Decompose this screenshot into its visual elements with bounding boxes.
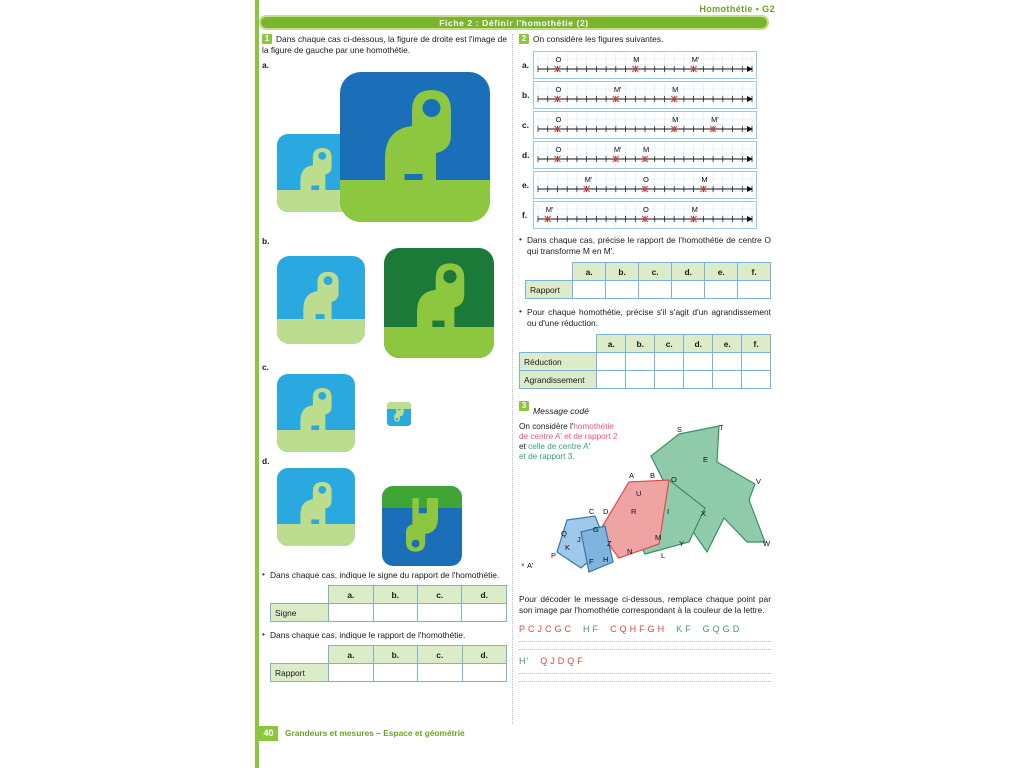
answer-cell[interactable] (329, 664, 373, 682)
dinosaur-icon (387, 402, 411, 426)
svg-text:W: W (763, 539, 771, 548)
svg-text:O: O (643, 205, 649, 214)
table-row (271, 604, 507, 622)
number-line (522, 201, 757, 229)
col-c: c. (418, 586, 462, 604)
answer-dotted-line (519, 640, 771, 642)
svg-text:O: O (671, 475, 677, 484)
exercise2-table-rapport (525, 262, 771, 299)
coded-letter: K (676, 624, 684, 634)
exercise3-instruction: Pour décoder le message ci-dessous, remplace chaque point par son image par l'homothétie correspondant à la couleur de la lettre. (519, 594, 771, 615)
svg-text:B: B (650, 471, 656, 480)
coded-letter: P (519, 624, 527, 634)
intro-green-1: celle de centre A' (528, 442, 591, 451)
svg-text:M: M (633, 55, 640, 64)
answer-dotted-line (519, 648, 771, 650)
answer-cell[interactable] (606, 281, 639, 299)
answer-cell[interactable] (573, 281, 606, 299)
svg-text:M: M (672, 85, 679, 94)
svg-text:V: V (756, 477, 762, 486)
col-a: a. (329, 646, 373, 664)
intro-plain-2: et (519, 442, 529, 451)
coded-letter: Q (619, 624, 628, 634)
answer-cell[interactable] (373, 664, 417, 682)
fiche-banner-label: Fiche 2 : Définir l'homothétie (2) (261, 17, 767, 28)
number-line (522, 171, 757, 199)
svg-text:M': M' (711, 115, 719, 124)
exercise1-item-d-label: d. (262, 456, 270, 466)
coded-letter: H (629, 624, 638, 634)
col-b: b. (606, 263, 639, 281)
coded-letter (667, 624, 674, 634)
coded-letter: Q (540, 656, 549, 666)
svg-text:E: E (703, 455, 709, 464)
exercise1-item-c-label: c. (262, 362, 269, 372)
chapter-header: Homothétie • G2 (699, 4, 775, 14)
coded-letter: G (702, 624, 711, 634)
svg-text:O: O (555, 145, 562, 154)
table-header-row (520, 335, 771, 353)
svg-text:N: N (627, 547, 633, 556)
row-label-rapport: Rapport (526, 281, 573, 299)
answer-cell[interactable] (597, 371, 626, 389)
number-line-label: f. (522, 210, 528, 220)
answer-cell[interactable] (705, 281, 738, 299)
left-column (262, 34, 507, 682)
exercise1-bullet-1: • Dans chaque cas, indique le signe du rapport de l'homothétie. (262, 570, 507, 581)
svg-text:R: R (631, 507, 637, 516)
figure-d (262, 468, 507, 564)
coded-letter: J (537, 624, 544, 634)
coded-letter: J (550, 656, 556, 666)
exercise2-bullet-2: • Pour chaque homothétie, précise s'il s'agit d'un agrandissement ou d'une réduction. (519, 307, 771, 329)
col-a: a. (329, 586, 373, 604)
svg-text:S: S (677, 425, 683, 434)
figure-c (262, 374, 507, 452)
exercise3-figure-area (519, 422, 771, 592)
coded-letter: H' (519, 656, 530, 666)
answer-cell[interactable] (713, 353, 742, 371)
number-line (522, 141, 757, 169)
row-label-agrandissement: Agrandissement (520, 371, 597, 389)
col-c: c. (655, 335, 684, 353)
coded-letter (531, 656, 538, 666)
footer-text: Grandeurs et mesures – Espace et géométrie (285, 728, 465, 738)
col-d: d. (684, 335, 713, 353)
exercise1-bullet-2: • Dans chaque cas, indique le rapport de l'homothétie. (262, 630, 507, 641)
svg-text:M: M (691, 205, 698, 214)
svg-text:M': M' (584, 175, 593, 184)
svg-text:M: M (655, 533, 662, 542)
number-line-graphic (534, 202, 756, 228)
figure-a-large (340, 72, 490, 222)
svg-text:H: H (603, 555, 609, 564)
exercise1-item-a-label: a. (262, 60, 269, 70)
col-c: c. (639, 263, 672, 281)
row-label-signe: Signe (271, 604, 329, 622)
exercise1-table-signe (270, 585, 507, 622)
answer-cell[interactable] (655, 371, 684, 389)
number-line-graphic (534, 112, 756, 138)
dinosaur-icon (277, 256, 365, 344)
answer-cell[interactable] (329, 604, 373, 622)
table-header-row (271, 586, 507, 604)
col-d: d. (462, 586, 507, 604)
coded-letter (694, 624, 701, 634)
svg-text:×: × (521, 563, 525, 569)
number-line-label: e. (522, 180, 529, 190)
number-line-label: d. (522, 150, 530, 160)
exercise2-bullet-1: • Dans chaque cas, précise le rapport de l'homothétie de centre O qui transforme M en M'. (519, 235, 771, 257)
svg-text:O: O (555, 115, 562, 124)
table-row (271, 664, 507, 682)
number-line (522, 111, 757, 139)
answer-cell[interactable] (418, 604, 462, 622)
exercise3-title: Message codé (533, 406, 589, 416)
answer-cell[interactable] (597, 353, 626, 371)
svg-text:F: F (589, 557, 594, 566)
coded-letter: H (657, 624, 666, 634)
exercise2-number-lines (522, 51, 771, 229)
answer-cell[interactable] (684, 371, 713, 389)
coded-letter: H (583, 624, 591, 634)
coded-letter: G (647, 624, 656, 634)
col-d: d. (672, 263, 705, 281)
number-line-label: a. (522, 60, 529, 70)
svg-text:T: T (719, 423, 724, 432)
coded-letter: G (554, 624, 563, 634)
answer-cell[interactable] (639, 281, 672, 299)
number-line-label: b. (522, 90, 530, 100)
coded-letter: F (639, 624, 646, 634)
svg-text:G: G (593, 525, 599, 534)
svg-text:O: O (555, 55, 562, 64)
svg-text:M': M' (545, 205, 554, 214)
coded-letter: G (722, 624, 731, 634)
exercise2-text: On considère les figures suivantes. (533, 34, 664, 44)
number-line-graphic (534, 142, 756, 168)
svg-text:Y: Y (679, 539, 685, 548)
intro-plain: On considère l' (519, 422, 574, 431)
left-green-rule (255, 0, 259, 768)
coded-message-line-2 (519, 656, 771, 666)
coded-letter: C (545, 624, 553, 634)
coded-letter (574, 624, 581, 634)
answer-cell[interactable] (655, 353, 684, 371)
figure-d-right (382, 486, 462, 566)
answer-cell[interactable] (684, 353, 713, 371)
column-divider (512, 34, 514, 724)
svg-text:A': A' (527, 561, 534, 570)
exercise2-statement (519, 34, 771, 45)
table-row (520, 371, 771, 389)
dinosaur-icon (384, 248, 494, 358)
answer-cell[interactable] (373, 604, 417, 622)
svg-text:M: M (701, 175, 708, 184)
answer-cell[interactable] (626, 371, 655, 389)
table-header-row (526, 263, 771, 281)
coded-letter: C (564, 624, 573, 634)
col-b: b. (373, 586, 417, 604)
coded-letter: F (685, 624, 692, 634)
answer-cell[interactable] (462, 604, 507, 622)
intro-green-2: et de rapport 3. (519, 452, 575, 461)
footer (259, 726, 779, 742)
svg-text:I: I (667, 507, 670, 516)
exercise2-table-reduction (519, 334, 771, 389)
dinosaur-icon (277, 374, 355, 452)
number-line (522, 81, 757, 109)
coded-letter: C (610, 624, 618, 634)
exercise2-number: 2 (519, 34, 529, 44)
answer-cell[interactable] (713, 371, 742, 389)
svg-text:C: C (589, 507, 595, 516)
number-line-graphic (534, 82, 756, 108)
svg-text:U: U (636, 489, 642, 498)
number-line-graphic (534, 172, 756, 198)
answer-cell[interactable] (738, 281, 771, 299)
answer-cell[interactable] (672, 281, 705, 299)
coded-letter: C (528, 624, 536, 634)
svg-text:L: L (661, 551, 666, 560)
col-a: a. (597, 335, 626, 353)
figure-c-right (387, 402, 411, 426)
number-line-graphic (534, 52, 756, 78)
coded-letter: D (732, 624, 741, 634)
col-f: f. (738, 263, 771, 281)
col-c: c. (418, 646, 462, 664)
right-column (519, 34, 771, 688)
svg-text:P: P (551, 551, 557, 560)
svg-text:M': M' (613, 85, 622, 94)
exercise3-header (519, 401, 771, 419)
svg-text:K: K (565, 543, 571, 552)
answer-dotted-line (519, 680, 771, 682)
exercise1-text: Dans chaque cas ci-dessous, la figure de droite est l'image de la figure de gauche par une homothétie. (262, 34, 507, 55)
page-number: 40 (259, 726, 278, 741)
exercise1-number: 1 (262, 34, 272, 44)
coded-letter: F (577, 656, 584, 666)
exercise1-statement (262, 34, 507, 56)
figure-b (262, 248, 507, 358)
figure-c-left (277, 374, 355, 452)
coded-letter: F (592, 624, 600, 634)
figure-a (262, 72, 507, 232)
number-line-label: c. (522, 120, 529, 130)
figure-d-left (277, 468, 355, 546)
col-e: e. (713, 335, 742, 353)
col-e: e. (705, 263, 738, 281)
svg-text:M': M' (613, 145, 622, 154)
coded-letter: D (557, 656, 566, 666)
intro-pink-1: homothétie (573, 422, 614, 431)
dinosaur-icon (277, 468, 355, 546)
svg-text:M: M (672, 115, 679, 124)
coded-letter (601, 624, 608, 634)
dinosaur-icon (382, 486, 462, 566)
col-f: f. (742, 335, 771, 353)
figure-b-left (277, 256, 365, 344)
svg-text:O: O (555, 85, 562, 94)
fiche-banner (259, 15, 769, 30)
svg-text:Q: Q (561, 529, 567, 538)
col-b: b. (626, 335, 655, 353)
col-b: b. (373, 646, 417, 664)
col-d: d. (462, 646, 506, 664)
svg-text:M: M (643, 145, 650, 154)
coded-letter: Q (712, 624, 721, 634)
svg-text:A: A (629, 471, 635, 480)
answer-cell[interactable] (742, 353, 771, 371)
figure-b-right (384, 248, 494, 358)
answer-dotted-line (519, 672, 771, 674)
answer-cell[interactable] (742, 371, 771, 389)
intro-pink-2: de centre A' et de rapport 2 (519, 432, 618, 441)
dinosaur-icon (340, 72, 490, 222)
exercise3-number: 3 (519, 401, 529, 411)
tangram-figure (519, 422, 771, 592)
svg-text:M': M' (691, 55, 700, 64)
svg-text:Z: Z (607, 539, 612, 548)
exercise1-item-b-label: b. (262, 236, 270, 246)
row-label-rapport: Rapport (271, 664, 329, 682)
answer-cell[interactable] (418, 664, 462, 682)
svg-text:O: O (643, 175, 649, 184)
table-row (526, 281, 771, 299)
number-line (522, 51, 757, 79)
svg-text:J: J (577, 535, 581, 544)
exercise1-table-rapport (270, 645, 507, 682)
coded-letter: Q (567, 656, 576, 666)
answer-cell[interactable] (462, 664, 506, 682)
coded-message-line-1 (519, 624, 771, 634)
answer-cell[interactable] (626, 353, 655, 371)
row-label-reduction: Réduction (520, 353, 597, 371)
col-a: a. (573, 263, 606, 281)
table-row (520, 353, 771, 371)
table-header-row (271, 646, 507, 664)
svg-text:X: X (701, 509, 707, 518)
svg-text:D: D (603, 507, 609, 516)
